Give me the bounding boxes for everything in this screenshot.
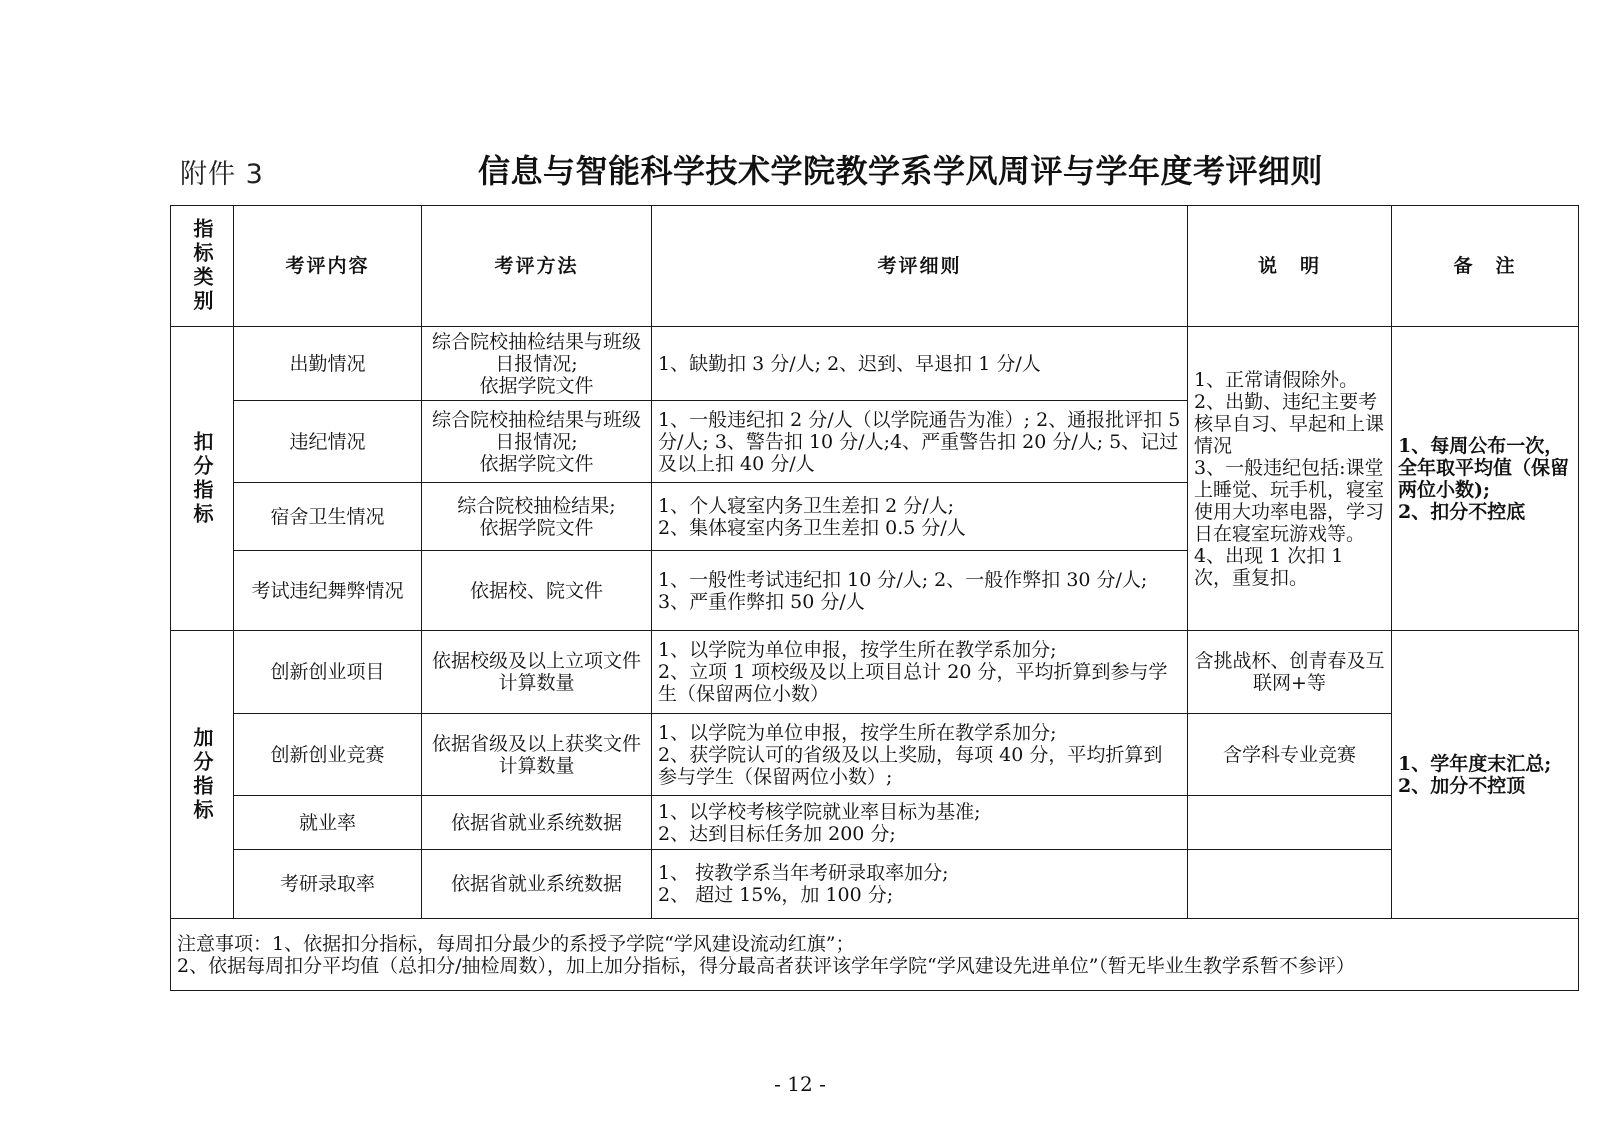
header-details: 考评细则 [652, 206, 1188, 327]
table-row [171, 631, 1579, 714]
row-details: 1、以学院为单位申报，按学生所在教学系加分; 2、获学院认可的省级及以上奖励，每项 40 分，平均折算到参与学生（保留两位小数）; [652, 714, 1188, 796]
row-method: 依据校级及以上立项文件计算数量 [422, 631, 652, 714]
row-explanation: 含学科专业竞赛 [1188, 714, 1392, 796]
note-row [171, 919, 1579, 991]
row-method: 综合院校抽检结果; 依据学院文件 [422, 483, 652, 551]
table-row [171, 850, 1579, 919]
header-method: 考评方法 [422, 206, 652, 327]
deduct-category-cell [171, 327, 234, 631]
row-explanation [1188, 796, 1392, 850]
row-details: 1、缺勤扣 3 分/人; 2、迟到、早退扣 1 分/人 [652, 327, 1188, 401]
table-row [171, 714, 1579, 796]
table-row [171, 796, 1579, 850]
row-details: 1、 按教学系当年考研录取率加分; 2、 超过 15%，加 100 分; [652, 850, 1188, 919]
row-content: 出勤情况 [234, 327, 422, 401]
bonus-category: 加分指标 [190, 726, 214, 823]
header-row [171, 206, 1579, 327]
row-method: 综合院校抽检结果与班级日报情况; 依据学院文件 [422, 327, 652, 401]
row-content: 创新创业竞赛 [234, 714, 422, 796]
header-content: 考评内容 [234, 206, 422, 327]
attachment-label: 附件 3 [180, 159, 264, 190]
row-content: 违纪情况 [234, 401, 422, 483]
deduct-remarks: 1、每周公布一次，全年取平均值（保留两位小数); 2、扣分不控底 [1392, 327, 1579, 631]
header-category-cell [171, 206, 234, 327]
row-explanation: 含挑战杯、创青春及互联网+等 [1188, 631, 1392, 714]
row-content: 考试违纪舞弊情况 [234, 551, 422, 631]
row-details: 1、个人寝室内务卫生差扣 2 分/人; 2、集体寝室内务卫生差扣 0.5 分/人 [652, 483, 1188, 551]
header-explanation: 说 明 [1188, 206, 1392, 327]
note-text: 注意事项：1、依据扣分指标，每周扣分最少的系授予学院“学风建设流动红旗”； 2、依据每周扣分平均值（总扣分/抽检周数），加上加分指标，得分最高者获评该学年学院“学风建设先进单位”（暂无毕业生教学系暂不参评） [171, 919, 1579, 991]
row-explanation [1188, 850, 1392, 919]
deduct-explanation: 1、正常请假除外。 2、出勤、违纪主要考核早自习、早起和上课情况 3、一般违纪包括:课堂上睡觉、玩手机，寝室使用大功率电器，学习日在寝室玩游戏等。 4、出现 1 次扣 1 次，重复扣。 [1188, 327, 1392, 631]
row-method: 依据校、院文件 [422, 551, 652, 631]
row-details: 1、以学校考核学院就业率目标为基准; 2、达到目标任务加 200 分; [652, 796, 1188, 850]
row-method: 综合院校抽检结果与班级日报情况; 依据学院文件 [422, 401, 652, 483]
row-method: 依据省就业系统数据 [422, 850, 652, 919]
header-category: 指标类别 [190, 218, 214, 314]
row-method: 依据省级及以上获奖文件计算数量 [422, 714, 652, 796]
row-details: 1、一般违纪扣 2 分/人（以学院通告为准）; 2、通报批评扣 5 分/人; 3、警告扣 10 分/人;4、严重警告扣 20 分/人; 5、记过及以上扣 40 分/人 [652, 401, 1188, 483]
row-details: 1、一般性考试违纪扣 10 分/人; 2、一般作弊扣 30 分/人; 3、严重作弊扣 50 分/人 [652, 551, 1188, 631]
bonus-remarks: 1、学年度末汇总; 2、加分不控顶 [1392, 631, 1579, 919]
table-row [171, 327, 1579, 401]
deduct-category: 扣分指标 [190, 430, 214, 527]
row-content: 宿舍卫生情况 [234, 483, 422, 551]
row-details: 1、以学院为单位申报，按学生所在教学系加分; 2、立项 1 项校级及以上项目总计 20 分，平均折算到参与学生（保留两位小数） [652, 631, 1188, 714]
row-content: 创新创业项目 [234, 631, 422, 714]
document-title: 信息与智能科学技术学院教学系学风周评与学年度考评细则 [478, 152, 1324, 190]
row-method: 依据省就业系统数据 [422, 796, 652, 850]
bonus-category-cell [171, 631, 234, 919]
row-content: 考研录取率 [234, 850, 422, 919]
evaluation-table [170, 205, 1579, 991]
page-number: - 12 - [774, 1072, 826, 1096]
row-content: 就业率 [234, 796, 422, 850]
header-remarks: 备 注 [1392, 206, 1579, 327]
